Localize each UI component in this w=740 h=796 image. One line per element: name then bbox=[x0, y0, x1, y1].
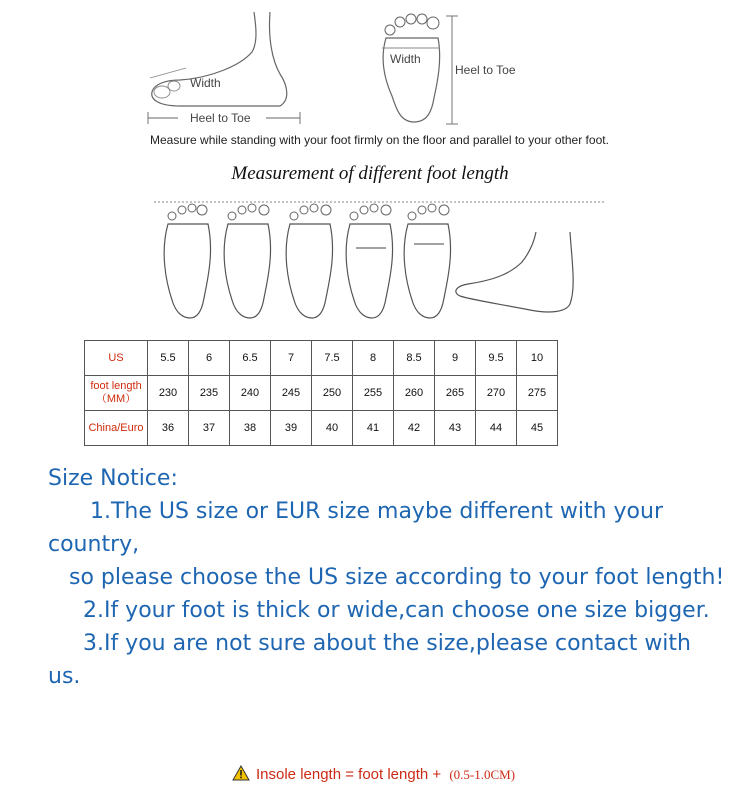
size-notice-title: Size Notice: bbox=[48, 466, 178, 491]
insole-length-note bbox=[232, 765, 515, 785]
row-label-us: US bbox=[85, 341, 148, 376]
table-cell: 10 bbox=[517, 341, 558, 376]
table-cell: 8 bbox=[353, 341, 394, 376]
table-cell: 270 bbox=[476, 376, 517, 411]
side-width-label: Width bbox=[190, 76, 221, 90]
table-cell: 36 bbox=[148, 411, 189, 446]
side-heel-to-toe-label: Heel to Toe bbox=[190, 111, 251, 125]
table-cell: 240 bbox=[230, 376, 271, 411]
table-cell: 9 bbox=[435, 341, 476, 376]
table-cell: 250 bbox=[312, 376, 353, 411]
table-cell: 45 bbox=[517, 411, 558, 446]
table-cell: 260 bbox=[394, 376, 435, 411]
feet-measurement-illustration bbox=[150, 192, 610, 324]
table-cell: 265 bbox=[435, 376, 476, 411]
table-cell: 7 bbox=[271, 341, 312, 376]
table-cell: 37 bbox=[189, 411, 230, 446]
notice-line: 1.The US size or EUR size maybe different with your country, bbox=[48, 499, 670, 557]
table-cell: 275 bbox=[517, 376, 558, 411]
table-row bbox=[85, 341, 558, 376]
table-cell: 8.5 bbox=[394, 341, 435, 376]
table-cell: 230 bbox=[148, 376, 189, 411]
table-cell: 44 bbox=[476, 411, 517, 446]
warning-triangle-icon bbox=[232, 765, 250, 785]
size-notice bbox=[48, 462, 728, 693]
measure-instruction: Measure while standing with your foot firmly on the floor and parallel to your other foot. bbox=[150, 133, 609, 147]
top-heel-to-toe-label: Heel to Toe bbox=[455, 63, 516, 77]
table-cell: 245 bbox=[271, 376, 312, 411]
table-cell: 235 bbox=[189, 376, 230, 411]
table-cell: 7.5 bbox=[312, 341, 353, 376]
table-cell: 42 bbox=[394, 411, 435, 446]
row-label-foot-length: foot length （MM） bbox=[85, 376, 148, 411]
table-cell: 6.5 bbox=[230, 341, 271, 376]
table-cell: 38 bbox=[230, 411, 271, 446]
table-cell: 5.5 bbox=[148, 341, 189, 376]
size-chart-table bbox=[84, 340, 558, 446]
top-view-foot-illustration bbox=[372, 8, 462, 128]
table-row bbox=[85, 411, 558, 446]
table-cell: 9.5 bbox=[476, 341, 517, 376]
table-cell: 255 bbox=[353, 376, 394, 411]
insole-formula: Insole length = foot length + bbox=[256, 765, 446, 783]
notice-line: 3.If you are not sure about the size,please contact with us. bbox=[48, 631, 698, 689]
table-cell: 39 bbox=[271, 411, 312, 446]
table-cell: 43 bbox=[435, 411, 476, 446]
side-view-foot-illustration bbox=[140, 8, 320, 128]
insole-range: (0.5-1.0CM) bbox=[449, 766, 516, 782]
notice-line: so please choose the US size according to your foot length! bbox=[48, 565, 725, 590]
table-row bbox=[85, 376, 558, 411]
notice-line: 2.If your foot is thick or wide,can choose one size bigger. bbox=[48, 598, 710, 623]
row-label-china-euro: China/Euro bbox=[85, 411, 148, 446]
measurement-heading: Measurement of different foot length bbox=[231, 163, 509, 184]
table-cell: 41 bbox=[353, 411, 394, 446]
table-cell: 40 bbox=[312, 411, 353, 446]
top-width-label: Width bbox=[390, 52, 421, 66]
table-cell: 6 bbox=[189, 341, 230, 376]
